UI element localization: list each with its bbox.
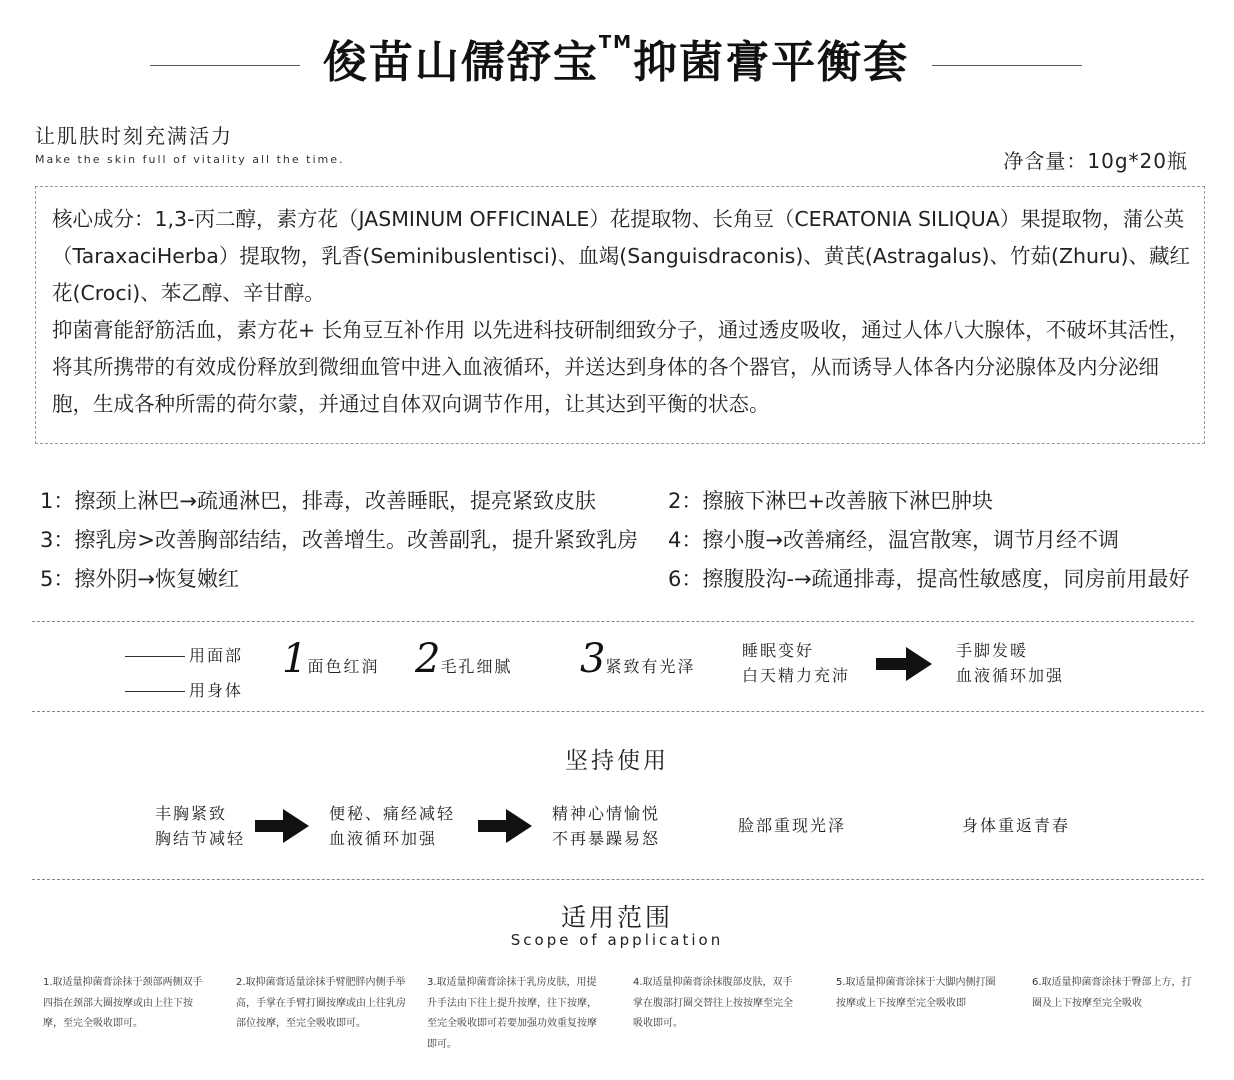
scope-subtitle: Scope of application [510, 931, 724, 949]
face-lead-line [125, 656, 185, 657]
persist-step-4: 脸部重现光泽 [738, 816, 847, 835]
ingredients-core: 核心成分：1,3-丙二醇，素方花（JASMINUM OFFICINALE）花提取物、长角豆（CERATONIA SILIQUA）果提取物，蒲公英（TaraxaciHerba）提取物，乳香(Seminibuslentisci)、血竭(Sanguisdraconis)、黄芪(Astragalus)、竹茹(Zhuru)、藏红花(Croci)、苯乙醇、辛甘醇。 [52, 207, 1190, 305]
scope-item-4: 4.取适量抑菌膏涂抹腹部皮肤，双手掌在腹部打圈交替往上按按摩至完全吸收即可。 [633, 977, 793, 1029]
watermark-fade [880, 1008, 1080, 1048]
persist-step-1-line2: 胸结节减轻 [155, 829, 246, 848]
persist-title: 坚持使用 [565, 748, 669, 774]
use-item-2: 2：擦腋下淋巴+改善腋下淋巴肿块 [668, 489, 993, 513]
effect-step-2 [415, 636, 512, 682]
tagline-cn: 让肌肤时刻充满活力 [35, 124, 233, 148]
body-label-row [125, 678, 243, 701]
divider-3 [32, 879, 1204, 880]
effect-step-2-text: 毛孔细腻 [440, 657, 513, 676]
sleep-effect [742, 638, 850, 688]
warm-effect [956, 638, 1064, 688]
use-item-5: 5：擦外阴→恢复嫩红 [40, 567, 239, 591]
face-label-row [125, 643, 243, 666]
effect-step-3-number: 3 [580, 636, 606, 682]
persist-step-3-line2: 不再暴躁易怒 [552, 829, 661, 848]
ingredients-box [35, 186, 1205, 444]
persist-step-1 [155, 801, 245, 851]
sleep-effect-line2: 白天精力充沛 [742, 666, 851, 685]
title-left-rule [150, 65, 300, 66]
title-main: 俊苗山儒舒宝 [322, 37, 599, 88]
arrow-right-icon [876, 647, 932, 681]
ingredients-function: 抑菌膏能舒筋活血，素方花+ 长角豆互补作用 以先进科技研制细致分子，通过透皮吸收，通过人体八大腺体，不破坏其活性，将其所携带的有效成份释放到微细血管中进入血液循环，并送达到身体的各个器官，从而诱导人体各内分泌腺体及内分泌细胞，生成各种所需的荷尔蒙，并通过自体双向调节作用，让其达到平衡的状态。 [52, 318, 1190, 416]
scope-title: 适用范围 [560, 903, 673, 932]
use-item-6: 6：擦腹股沟-→疏通排毒，提高性敏感度，同房前用最好 [668, 567, 1190, 591]
title-suffix: 抑菌膏平衡套 [633, 37, 910, 88]
divider-2 [32, 711, 1204, 712]
scope-item-1: 1.取适量抑菌膏涂抹于颈部两侧双手四指在颈部大圈按摩或由上往下按摩，至完全吸收即可。 [43, 977, 203, 1029]
effect-step-1-text: 面色红润 [307, 657, 380, 676]
persist-step-1-line1: 丰胸紧致 [155, 804, 228, 823]
use-item-4: 4：擦小腹→改善痛经，温宫散寒，调节月经不调 [668, 528, 1119, 552]
persist-step-2 [329, 801, 455, 851]
scope-item-6: 6.取适量抑菌膏涂抹于臀部上方，打圈及上下按摩至完全吸收 [1032, 977, 1192, 1009]
sleep-effect-line1: 睡眠变好 [742, 641, 815, 660]
effect-step-3-text: 紧致有光泽 [605, 657, 696, 676]
body-lead-line [125, 691, 185, 692]
warm-effect-line2: 血液循环加强 [956, 666, 1065, 685]
effect-step-3 [580, 636, 695, 682]
use-item-1: 1：擦颈上淋巴→疏通淋巴，排毒，改善睡眠，提亮紧致皮肤 [40, 489, 596, 513]
persist-step-5: 身体重返青春 [962, 816, 1071, 835]
persist-step-3 [552, 801, 660, 851]
scope-item-2: 2.取抑菌膏适量涂抹手臂肥胖内侧手举高，手掌在手臂打圈按摩或由上往乳房部位按摩，至完全吸收即可。 [236, 977, 406, 1029]
scope-item-5: 5.取适量抑菌膏涂抹于大脚内侧打圈按摩或上下按摩至完全吸收即 [836, 977, 996, 1009]
arrow-right-icon [478, 809, 532, 843]
body-label: 用身体 [189, 681, 244, 700]
net-content: 净含量：10g*20瓶 [1003, 149, 1188, 173]
effect-step-1-number: 1 [282, 636, 308, 682]
page-title [300, 26, 932, 90]
divider-1 [32, 621, 1194, 622]
scope-item-3: 3.取适量抑菌膏涂抹于乳房皮肤，用提升手法由下往上提升按摩，往下按摩，至完全吸收即可若要加强功效重复按摩即可。 [427, 977, 597, 1050]
persist-step-2-line1: 便秘、痛经减轻 [329, 804, 456, 823]
face-label: 用面部 [189, 646, 244, 665]
effect-step-1 [282, 636, 379, 682]
use-item-3: 3：擦乳房>改善胸部结结，改善增生。改善副乳，提升紧致乳房 [40, 528, 638, 552]
title-right-rule [932, 65, 1082, 66]
trademark-mark: TM [598, 32, 634, 53]
warm-effect-line1: 手脚发暖 [956, 641, 1029, 660]
tagline-en: Make the skin full of vitality all the time. [35, 153, 345, 166]
persist-step-3-line1: 精神心情愉悦 [552, 804, 661, 823]
arrow-right-icon [255, 809, 309, 843]
effect-step-2-number: 2 [415, 636, 441, 682]
persist-step-2-line2: 血液循环加强 [329, 829, 438, 848]
